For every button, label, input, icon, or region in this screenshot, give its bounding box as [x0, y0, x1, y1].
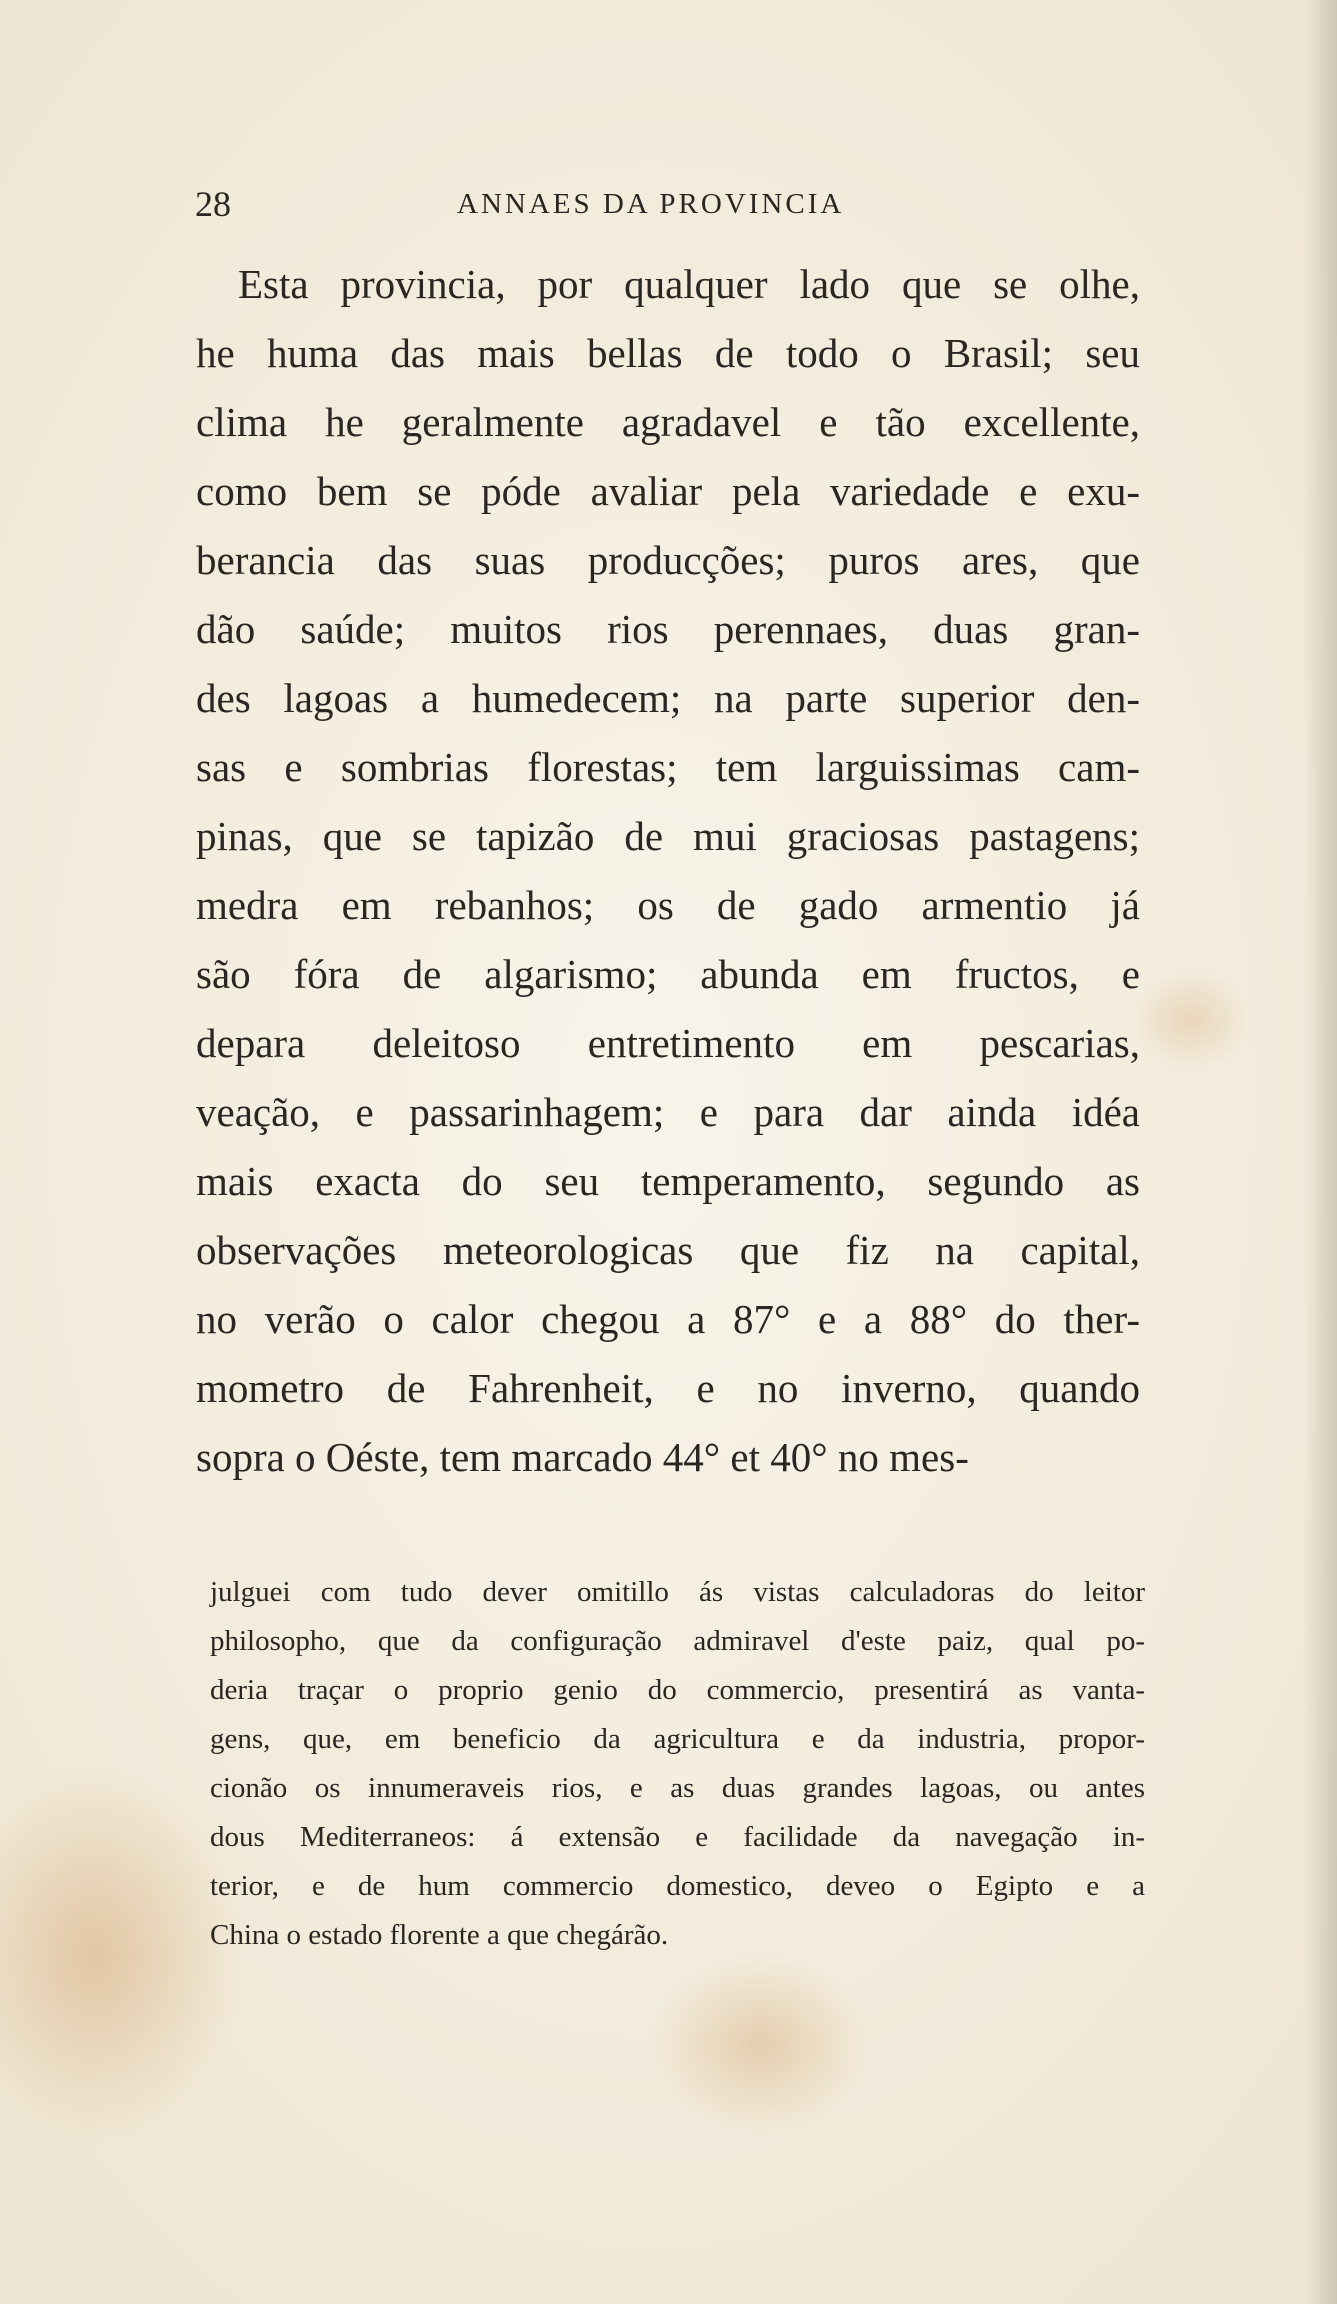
- footnote-line: gens, que, em beneficio da agricultura e da industria, propor-: [210, 1723, 1145, 1755]
- text-line: depara deleitoso entretimento em pescarias,: [196, 1020, 1140, 1066]
- footnote-line: dous Mediterraneos: á extensão e facilidade da navegação in-: [210, 1821, 1145, 1853]
- text-line: mais exacta do seu temperamento, segundo as: [196, 1158, 1140, 1204]
- page-number: 28: [195, 184, 231, 224]
- text-line: medra em rebanhos; os de gado armentio já: [196, 882, 1140, 928]
- main-text: [196, 250, 1140, 1492]
- footnote-line: China o estado florente a que chegárão.: [210, 1919, 669, 1951]
- text-line: dão saúde; muitos rios perennaes, duas gran-: [196, 606, 1140, 652]
- text-line: veação, e passarinhagem; e para dar ainda idéa: [196, 1089, 1140, 1135]
- footnote-line: terior, e de hum commercio domestico, deveo o Egipto e a: [210, 1870, 1145, 1902]
- text-line: sas e sombrias florestas; tem larguissimas cam-: [196, 744, 1140, 790]
- text-line: Esta provincia, por qualquer lado que se olhe,: [238, 261, 1140, 307]
- text-line: no verão o calor chegou a 87° e a 88° do ther-: [196, 1296, 1140, 1342]
- text-line: como bem se póde avaliar pela variedade e exu-: [196, 468, 1140, 514]
- text-line: sopra o Oéste, tem marcado 44° et 40° no mes-: [196, 1434, 969, 1480]
- text-line: he huma das mais bellas de todo o Brasil; seu: [196, 330, 1140, 376]
- text-line: pinas, que se tapizão de mui graciosas pastagens;: [196, 813, 1140, 859]
- running-head: [195, 180, 885, 228]
- footnote-line: deria traçar o proprio genio do commercio, presentirá as vanta-: [210, 1674, 1145, 1706]
- footnote-line: philosopho, que da configuração admiravel d'este paiz, qual po-: [210, 1625, 1145, 1657]
- text-line: des lagoas a humedecem; na parte superior den-: [196, 675, 1140, 721]
- text-line: são fóra de algarismo; abunda em fructos, e: [196, 951, 1140, 997]
- page-edge-shadow: [1303, 0, 1337, 2304]
- text-line: clima he geralmente agradavel e tão excellente,: [196, 399, 1140, 445]
- footnote-line: julguei com tudo dever omitillo ás vistas calculadoras do leitor: [210, 1576, 1145, 1608]
- text-line: berancia das suas producções; puros ares, que: [196, 537, 1140, 583]
- running-head-title: ANNAES DA PROVINCIA: [457, 188, 845, 220]
- text-line: mometro de Fahrenheit, e no inverno, quando: [196, 1365, 1140, 1411]
- footnote: [210, 1568, 1145, 1960]
- footnote-line: cionão os innumeraveis rios, e as duas grandes lagoas, ou antes: [210, 1772, 1145, 1804]
- text-line: observações meteorologicas que fiz na capital,: [196, 1227, 1140, 1273]
